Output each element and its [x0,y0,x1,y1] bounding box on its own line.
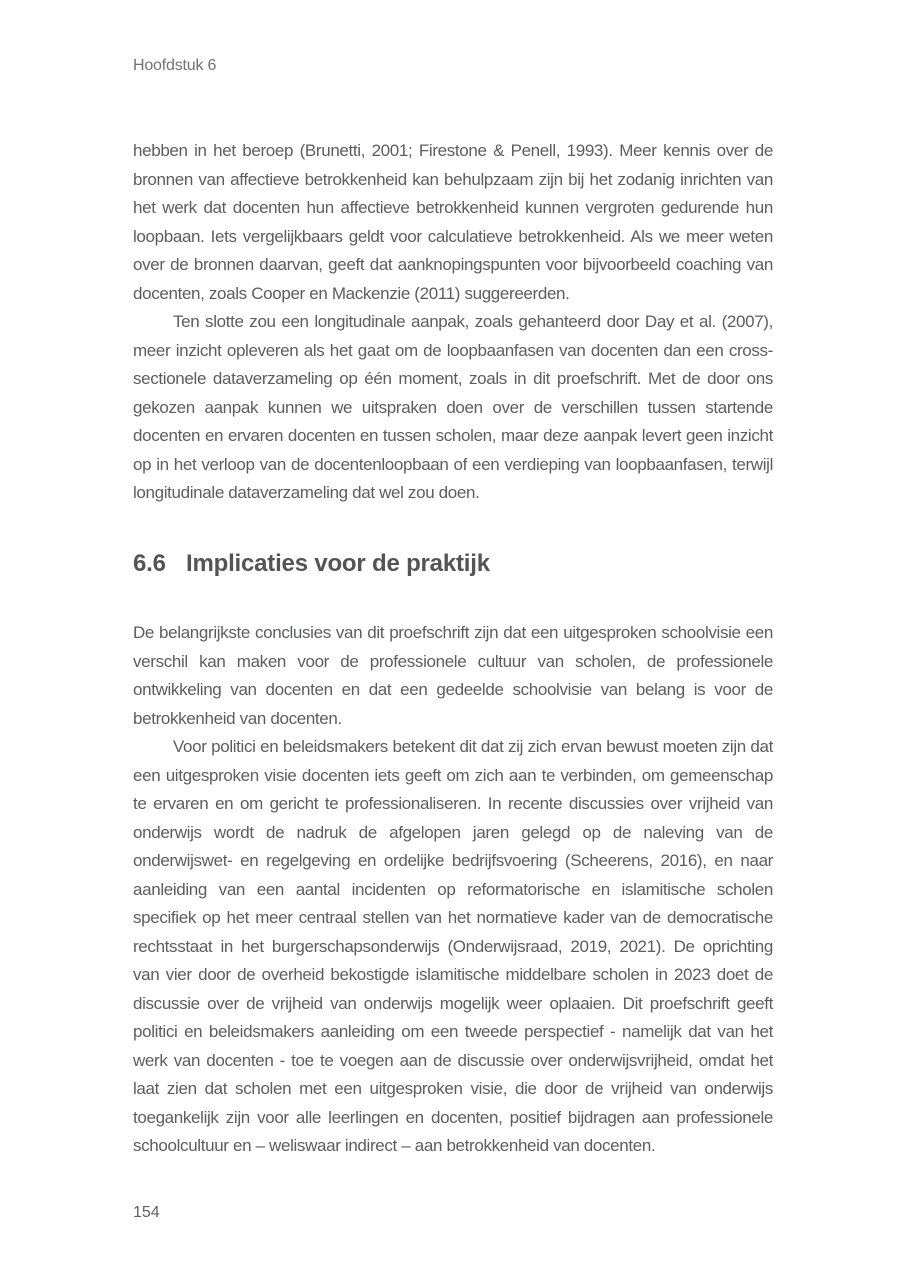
body-paragraph: De belangrijkste conclusies van dit proefschrift zijn dat een uitgesproken schoolvisie een verschil kan maken voor de professionele cultuur van scholen, de professionele ontwikkeling van docenten en dat een gedeelde schoolvisie van belang is voor de betrokkenheid van docenten. [133,623,773,728]
section-title: Implicaties voor de praktijk [186,550,490,577]
section-number: 6.6 [133,550,166,577]
body-paragraph: Voor politici en beleidsmakers betekent dit dat zij zich ervan bewust moeten zijn dat een uitgesproken visie docenten iets geeft om zich aan te verbinden, om gemeenschap te ervaren en om gericht te professionaliseren. In recente discussies over vrijheid van onderwijs wordt de nadruk de afgelopen jaren gelegd op de naleving van de onderwijswet- en regelgeving en ordelijke bedrijfsvoering (Scheerens, 2016), en naar aanleiding van een aantal incidenten op reformatorische en islamitische scholen specifiek op het meer centraal stellen van het normatieve kader van de democratische rechtsstaat in het burgerschapsonderwijs (Onderwijsraad, 2019, 2021). De oprichting van vier door de overheid bekostigde islamitische middelbare scholen in 2023 doet de discussie over de vrijheid van onderwijs mogelijk weer oplaaien. Dit proefschrift geeft politici en beleidsmakers aanleiding om een tweede perspectief - namelijk dat van het werk van docenten - toe te voegen aan de discussie over onderwijsvrijheid, omdat het laat zien dat scholen met een uitgesproken visie, die door de vrijheid van onderwijs toegankelijk zijn voor alle leerlingen en docenten, positief bijdragen aan professionele schoolcultuur en – weliswaar indirect – aan betrokkenheid van docenten. [133,737,773,1155]
running-header-chapter: Hoofdstuk 6 [133,57,217,74]
body-text-block [133,137,773,508]
body-paragraph: hebben in het beroep (Brunetti, 2001; Firestone & Penell, 1993). Meer kennis over de bronnen van affectieve betrokkenheid kan behulpzaam zijn bij het zodanig inrichten van het werk dat docenten hun affectieve betrokkenheid kunnen vergroten gedurende hun loopbaan. Iets vergelijkbaars geldt voor calculatieve betrokkenheid. Als we meer weten over de bronnen daarvan, geeft dat aanknopingspunten voor bijvoorbeeld coaching van docenten, zoals Cooper en Mackenzie (2011) suggereerden. [133,141,773,303]
page-number: 154 [133,1204,160,1221]
section-heading [133,549,490,579]
body-paragraph: Ten slotte zou een longitudinale aanpak, zoals gehanteerd door Day et al. (2007), meer inzicht opleveren als het gaat om de loopbaanfasen van docenten dan een cross-sectionele dataverzameling op één moment, zoals in dit proefschrift. Met de door ons gekozen aanpak kunnen we uitspraken doen over de verschillen tussen startende docenten en ervaren docenten en tussen scholen, maar deze aanpak levert geen inzicht op in het verloop van de docentenloopbaan of een verdieping van loopbaanfasen, terwijl longitudinale dataverzameling dat wel zou doen. [133,312,773,502]
section-text-block [133,619,773,1161]
